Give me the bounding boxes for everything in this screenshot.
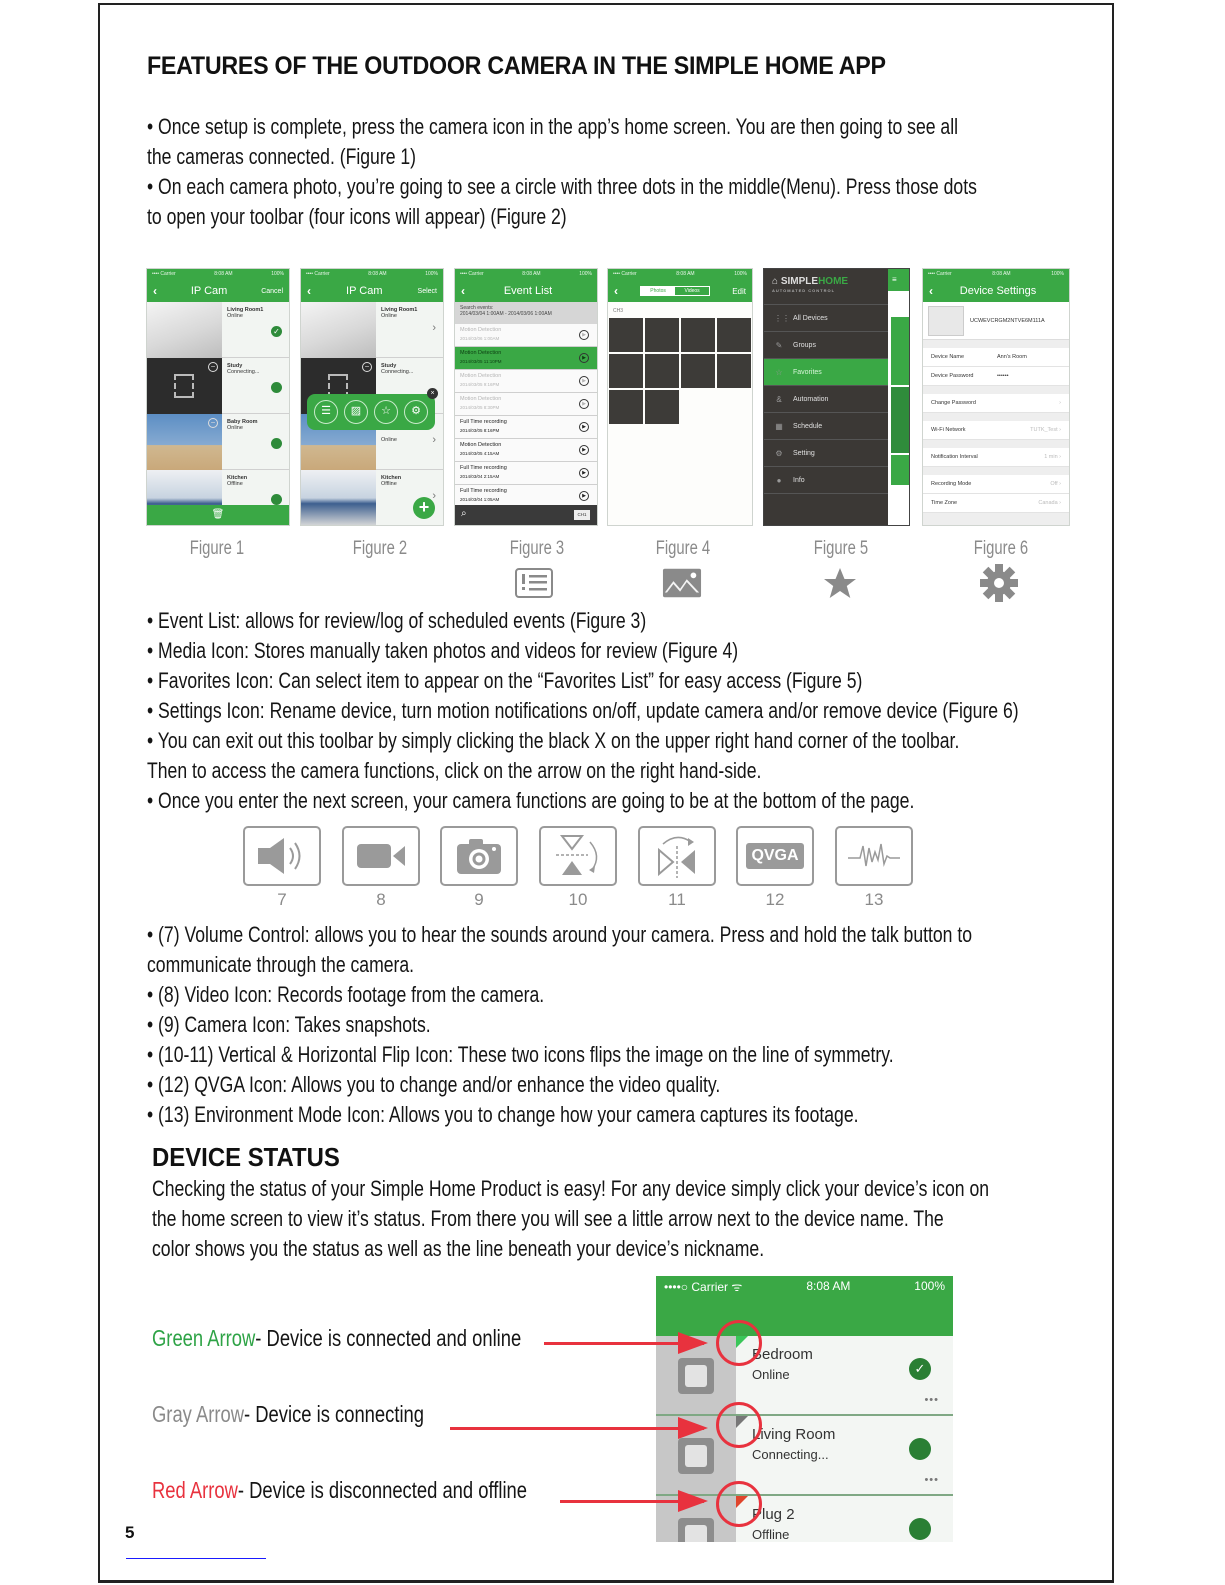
play-icon[interactable]: ▶: [579, 330, 589, 340]
feature-line: • Media Icon: Stores manually taken photos and videos for review (Figure 4): [147, 638, 739, 663]
legend-green: Green Arrow- Device is connected and online: [152, 1325, 522, 1351]
media-thumbnail[interactable]: [645, 318, 679, 352]
environment-mode-icon: [835, 826, 913, 886]
menu-item-automation[interactable]: & Automation: [764, 386, 888, 413]
device-row-bedroom[interactable]: Bedroom Online ✓ •••: [656, 1336, 953, 1416]
play-icon[interactable]: ▶: [579, 353, 589, 363]
play-icon[interactable]: ▶: [579, 468, 589, 478]
device-status-body: Checking the status of your Simple Home Product is easy! For any device simply click your device’s icon on the home screen to view it’s status. From there you will see a little arrow next to the device name. The color shows you the status as well as the line beneath your device’s nickname.: [152, 1176, 990, 1261]
feature-list: [147, 606, 1082, 816]
status-bar: •••• Carrier 8:08 AM 100%: [301, 269, 443, 280]
page-title: FEATURES OF THE OUTDOOR CAMERA IN THE SIMPLE HOME APP: [147, 52, 886, 80]
function-line: communicate through the camera.: [147, 952, 415, 977]
callout-arrow: [450, 1427, 704, 1430]
feature-line: • Once you enter the next screen, your camera functions are going to be at the bottom of the page.: [147, 788, 915, 813]
video-icon: [342, 826, 420, 886]
status-bar: •••• Carrier 8:08 AM 100%: [147, 269, 289, 280]
channel-badge[interactable]: CH1: [574, 510, 590, 520]
media-thumbnail[interactable]: [681, 354, 715, 388]
figure-label: Figure 6: [973, 538, 1029, 559]
media-thumbnail[interactable]: [609, 390, 643, 424]
side-menu: [764, 269, 888, 525]
media-grid: [608, 318, 752, 424]
callout-circle: [716, 1402, 762, 1448]
figure-6-device-settings: [922, 268, 1070, 526]
camera-thumbnail: [301, 302, 376, 358]
event-row[interactable]: Full Time recording 2014/03/04 1:05AM ▶: [455, 485, 597, 508]
media-segmented-control: [640, 286, 710, 296]
media-thumbnail[interactable]: [717, 354, 751, 388]
figure-3-event-list: [454, 268, 598, 526]
screen-title: IP Cam: [190, 285, 228, 297]
camera-icon: [440, 826, 518, 886]
function-line: • (10-11) Vertical & Horizontal Flip Icon: These two icons flips the image on the line of symmetry.: [147, 1042, 894, 1067]
horizontal-flip-icon: [638, 826, 716, 886]
status-dot[interactable]: [271, 494, 282, 505]
function-line: • (12) QVGA Icon: Allows you to change and/or enhance the video quality.: [147, 1072, 721, 1097]
status-dot[interactable]: [271, 438, 282, 449]
navbar: [147, 280, 289, 302]
function-line: • (13) Environment Mode Icon: Allows you to change how your camera captures its footage.: [147, 1102, 859, 1127]
status-bar: •••• Carrier 8:08 AM 100%: [455, 269, 597, 280]
play-icon[interactable]: ▶: [579, 422, 589, 432]
menu-item-all-devices[interactable]: ⋮⋮ All Devices: [764, 305, 888, 332]
event-list-icon[interactable]: ☰: [314, 400, 338, 424]
volume-icon: [243, 826, 321, 886]
callout-arrow: [544, 1342, 704, 1345]
footer-link-line[interactable]: [126, 1558, 266, 1559]
hamburger-icon[interactable]: ≡: [888, 269, 909, 291]
menu-item-setting[interactable]: ⚙ Setting: [764, 440, 888, 467]
feature-line: • Favorites Icon: Can select item to appear on the “Favorites List” for easy access (Figure 5): [147, 668, 863, 693]
film-icon: [174, 374, 194, 398]
camera-toolbar: [307, 390, 435, 430]
check-icon[interactable]: ✓: [271, 326, 282, 337]
navbar: [608, 280, 752, 302]
feature-line: Then to access the camera functions, click on the arrow on the right hand-side.: [147, 758, 762, 783]
automation-icon: &: [776, 394, 782, 404]
more-icon[interactable]: •••: [924, 1394, 939, 1406]
figure-label: Figure 3: [509, 538, 565, 559]
back-icon[interactable]: ‹: [461, 284, 465, 298]
plug-icon: [678, 1358, 714, 1394]
edit-button[interactable]: Edit: [732, 286, 746, 296]
function-line: • (7) Volume Control: allows you to hear the sounds around your camera. Press and hold the talk button to: [147, 922, 973, 947]
search-events[interactable]: Search events: 2014/03/04 1:00AM - 2014/03/06 1:00AM: [455, 302, 597, 324]
status-dot[interactable]: [909, 1438, 931, 1460]
back-icon[interactable]: ‹: [153, 284, 157, 298]
figure-4-media: [607, 268, 753, 526]
function-number: 10: [568, 890, 588, 909]
callout-arrow: [560, 1500, 704, 1503]
back-icon[interactable]: ‹: [614, 284, 618, 298]
device-thumbnail: [928, 306, 964, 336]
event-row[interactable]: Full Time recording 2014/03/05 8:16PM ▶: [455, 416, 597, 439]
camera-row[interactable]: Kitchen Offline: [147, 470, 289, 526]
grid-icon: ⋮⋮: [774, 313, 790, 323]
groups-icon: ✎: [775, 340, 783, 350]
setting-change-password[interactable]: Change Password ›: [923, 394, 1069, 413]
media-icon: [662, 565, 702, 601]
play-icon[interactable]: ▶: [579, 376, 589, 386]
setting-recording-mode[interactable]: Recording Mode Off ›: [923, 475, 1069, 494]
feature-line: • Event List: allows for review/log of scheduled events (Figure 3): [147, 608, 647, 633]
callout-circle: [716, 1481, 762, 1527]
settings-icon[interactable]: ⚙: [404, 400, 428, 424]
feature-line: • You can exit out this toolbar by simply clicking the black X on the upper right hand corner of the toolbar.: [147, 728, 960, 753]
camera-row[interactable]: Kitchen Offline ›: [301, 470, 443, 526]
media-icon[interactable]: ▨: [344, 400, 368, 424]
status-dot[interactable]: [271, 382, 282, 393]
intro-line: • Once setup is complete, press the camera icon in the app’s home screen. You are then going to see all: [147, 114, 959, 139]
camera-thumbnail: [301, 470, 376, 526]
menu-item-schedule[interactable]: ▦ Schedule: [764, 413, 888, 440]
minus-circle-icon[interactable]: −: [362, 362, 372, 372]
channel-label: CH3: [613, 308, 624, 314]
device-row-plug-2[interactable]: Plug 2 Offline: [656, 1496, 953, 1542]
setting-notification-interval[interactable]: Notification Interval 1 min ›: [923, 448, 1069, 467]
chevron-right-icon[interactable]: ›: [432, 490, 436, 502]
camera-thumbnail: [147, 302, 222, 358]
camera-row[interactable]: − Baby Room Online: [147, 414, 289, 470]
figure-label: Figure 5: [813, 538, 869, 559]
play-icon[interactable]: ▶: [579, 491, 589, 501]
chevron-right-icon[interactable]: ›: [432, 434, 436, 446]
intro-line: the cameras connected. (Figure 1): [147, 144, 417, 169]
function-number: 9: [474, 890, 484, 909]
select-button[interactable]: Select: [417, 287, 437, 295]
setting-time-zone[interactable]: Time Zone Canada ›: [923, 494, 1069, 513]
camera-row[interactable]: Online ›: [301, 414, 443, 470]
star-icon: ☆: [775, 367, 783, 377]
close-icon[interactable]: ×: [427, 388, 438, 399]
menu-item-groups[interactable]: ✎ Groups: [764, 332, 888, 359]
device-row-living-room[interactable]: Living Room Connecting... •••: [656, 1416, 953, 1496]
gear-icon: [979, 565, 1019, 601]
status-bar: •••• Carrier 8:08 AM 100%: [923, 269, 1069, 280]
event-bottom-bar: [455, 505, 597, 525]
event-row[interactable]: Full Time recording 2014/03/04 2:15AM ▶: [455, 462, 597, 485]
camera-row[interactable]: − Study Connecting...: [301, 358, 443, 414]
minus-circle-icon[interactable]: −: [208, 362, 218, 372]
media-thumbnail[interactable]: [609, 354, 643, 388]
media-thumbnail[interactable]: [681, 318, 715, 352]
status-dot[interactable]: [909, 1518, 931, 1540]
event-row[interactable]: Motion Detection 2014/03/05 4:15AM ▶: [455, 439, 597, 462]
navbar: [455, 280, 597, 302]
menu-item-favorites[interactable]: ☆ Favorites: [764, 359, 888, 386]
function-number: 8: [376, 890, 386, 909]
vertical-flip-icon: [539, 826, 617, 886]
navbar: [923, 280, 1069, 302]
function-line: • (9) Camera Icon: Takes snapshots.: [147, 1012, 431, 1037]
device-status-heading: DEVICE STATUS: [152, 1142, 340, 1172]
camera-thumbnail: [147, 414, 222, 470]
cancel-button[interactable]: Cancel: [261, 287, 283, 295]
function-number: 13: [864, 890, 884, 909]
house-icon: ⌂: [772, 276, 779, 287]
function-descriptions: [147, 920, 1082, 1130]
play-icon[interactable]: ▶: [579, 399, 589, 409]
media-thumbnail[interactable]: [645, 354, 679, 388]
legend-red: Red Arrow- Device is disconnected and offline: [152, 1477, 528, 1503]
trash-icon[interactable]: 🗑: [211, 509, 225, 520]
figure-strip: [146, 268, 1071, 526]
event-row[interactable]: Motion Detection 2014/03/05 11:10PM ▶: [455, 347, 597, 370]
function-number: 7: [277, 890, 287, 909]
gear-icon: ⚙: [775, 448, 783, 458]
figure-label: Figure 2: [352, 538, 408, 559]
figure-5-side-menu: [763, 268, 910, 526]
camera-row[interactable]: Living Room1 Online ✓: [147, 302, 289, 358]
setting-device-name[interactable]: Device Name Ann's Room: [923, 348, 1069, 367]
page-number: 5: [125, 1523, 135, 1542]
callout-circle: [716, 1320, 762, 1366]
minus-circle-icon[interactable]: −: [208, 418, 218, 428]
event-row[interactable]: Motion Detection 2014/03/05 9:16PM ▶: [455, 370, 597, 393]
camera-row[interactable]: − Study Connecting...: [147, 358, 289, 414]
event-row[interactable]: Motion Detection 2014/03/06 1:00AM ▶: [455, 324, 597, 347]
function-line: • (8) Video Icon: Records footage from the camera.: [147, 982, 545, 1007]
device-id: UCWEVCRGM2NTVE6M111A: [970, 317, 1045, 324]
navbar: [301, 280, 443, 302]
media-thumbnail[interactable]: [717, 318, 751, 352]
figure-label: Figure 1: [189, 538, 245, 559]
plug-icon: [678, 1518, 714, 1542]
calendar-icon: ▦: [775, 421, 783, 431]
screen-title: IP Cam: [346, 285, 383, 297]
qvga-icon: QVGA: [736, 826, 814, 886]
legend-gray: Gray Arrow- Device is connecting: [152, 1401, 425, 1427]
tab-videos[interactable]: Videos: [684, 288, 700, 294]
star-icon: [820, 565, 860, 601]
media-thumbnail[interactable]: [645, 390, 679, 424]
figure-2-ip-cam-toolbar: [300, 268, 444, 526]
setting-device-password[interactable]: Device Password ••••••: [923, 367, 1069, 386]
tab-photos[interactable]: Photos: [641, 287, 675, 295]
plug-icon: [678, 1438, 714, 1474]
function-number: 11: [668, 890, 686, 909]
back-icon[interactable]: ‹: [307, 284, 311, 298]
back-icon[interactable]: ‹: [929, 284, 933, 298]
chevron-right-icon[interactable]: ›: [432, 322, 436, 334]
check-icon[interactable]: ✓: [909, 1358, 931, 1380]
status-bar: •••• Carrier 8:08 AM 100%: [608, 269, 752, 280]
more-icon[interactable]: •••: [924, 1474, 939, 1486]
status-bar: ••••○ Carrier ᯤ 8:08 AM 100%: [656, 1276, 953, 1296]
intro-line: • On each camera photo, you’re going to see a circle with three dots in the middle(Menu). Press those dots: [147, 174, 977, 199]
menu-background-screen: [888, 269, 909, 525]
intro-paragraph: [147, 112, 1082, 232]
play-icon[interactable]: ▶: [579, 445, 589, 455]
favorites-icon[interactable]: ☆: [374, 400, 398, 424]
simple-home-logo: ⌂ SIMPLEHOME AUTOMATED CONTROL: [764, 269, 888, 305]
intro-line: to open your toolbar (four icons will appear) (Figure 2): [147, 204, 567, 229]
screen-title: Event List: [503, 285, 553, 297]
feature-line: • Settings Icon: Rename device, turn motion notifications on/off, update camera and/or remove device (Figure 6): [147, 698, 1019, 723]
media-thumbnail[interactable]: [609, 318, 643, 352]
menu-item-info[interactable]: ● Info: [764, 467, 888, 494]
device-header: [923, 302, 1069, 340]
figure-label: Figure 4: [655, 538, 711, 559]
figure-1-ip-cam-list: [146, 268, 290, 526]
event-list-icon: [514, 565, 554, 601]
event-row[interactable]: Motion Detection 2014/03/05 8:30PM ▶: [455, 393, 597, 416]
add-camera-button[interactable]: +: [413, 497, 435, 519]
camera-row[interactable]: Living Room1 Online ›: [301, 302, 443, 358]
delete-bar: [147, 505, 289, 525]
setting-wifi-network[interactable]: Wi-Fi Network TUTK_Test ›: [923, 421, 1069, 440]
function-number: 12: [765, 890, 785, 909]
screen-title: Device Settings: [959, 285, 1037, 297]
info-icon: ●: [776, 475, 782, 485]
search-icon[interactable]: ⌕: [461, 508, 467, 519]
camera-thumbnail: [147, 358, 222, 414]
